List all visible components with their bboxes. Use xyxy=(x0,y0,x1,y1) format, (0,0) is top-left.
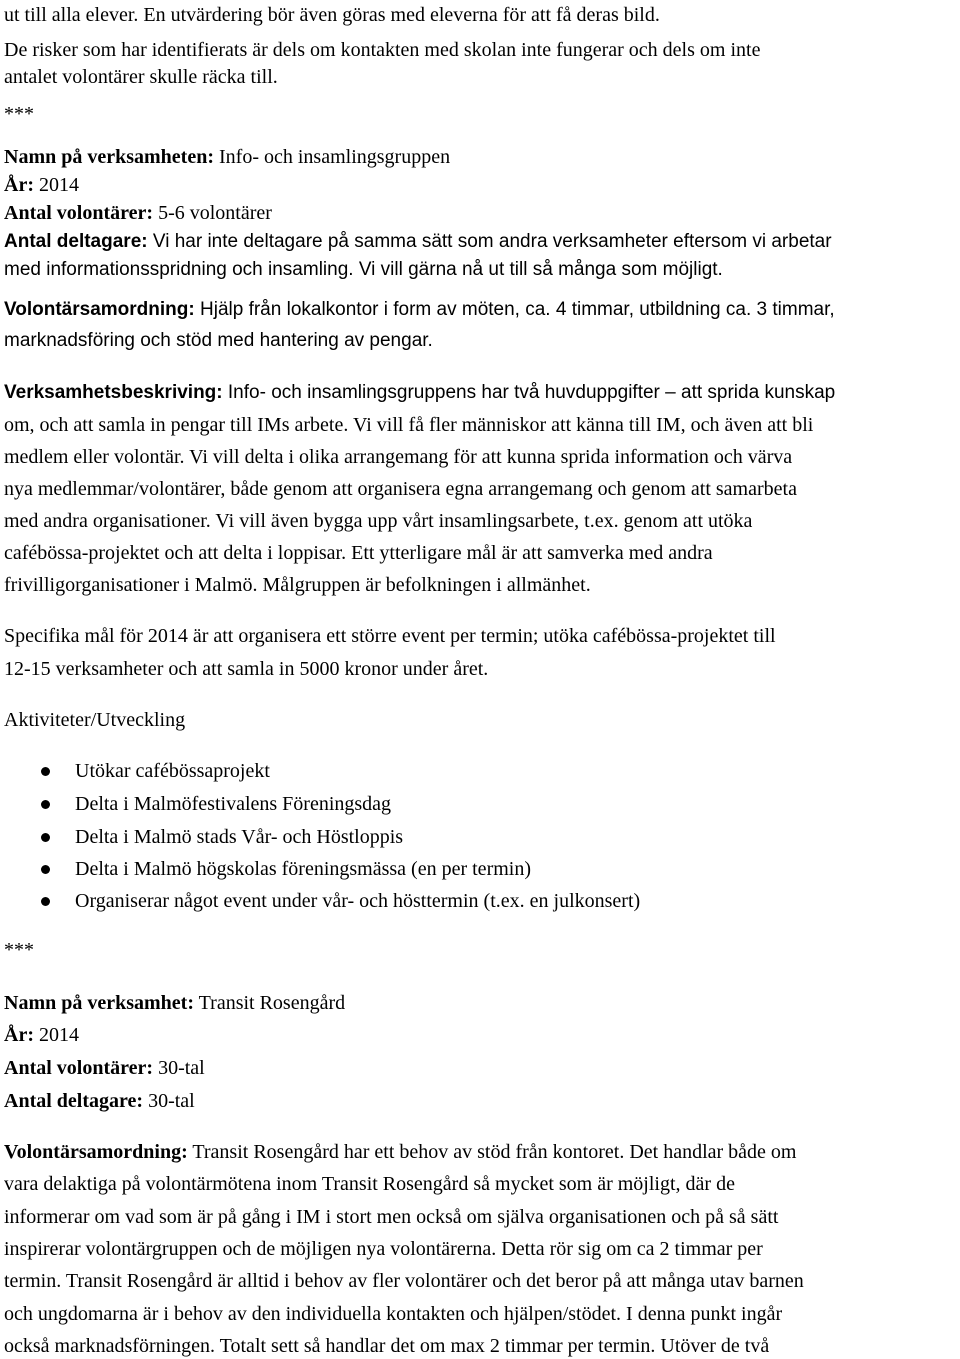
info-name-row xyxy=(4,144,450,170)
field-label: Volontärsamordning: xyxy=(4,299,195,320)
field-label: Namn på verksamhet: xyxy=(4,992,194,1014)
bullet-icon xyxy=(41,833,50,842)
transit-year-row xyxy=(4,1022,79,1048)
info-description-line-4: nya medlemmar/volontärer, både genom att organisera egna arrangemang och genom att samarbeta xyxy=(4,478,797,500)
field-label: Namn på verksamheten: xyxy=(4,146,214,168)
transit-coordination-line-4: inspirerar volontärgruppen och de möjligen nya volontärerna. Detta rör sig om ca 2 timmar per xyxy=(4,1238,763,1260)
info-goal-line-2: 12-15 verksamheter och att samla in 5000 kronor under året. xyxy=(4,658,489,680)
info-participants-line-2: med informationsspridning och insamling. Vi vill gärna nå ut till så många som möjligt. xyxy=(4,259,723,280)
field-value: Transit Rosengård har ett behov av stöd från kontoret. Det handlar både om xyxy=(187,1141,797,1163)
bullet-icon xyxy=(41,800,50,809)
section-separator: *** xyxy=(4,103,34,125)
field-label: Antal deltagare: xyxy=(4,231,148,252)
field-value: Vi har inte deltagare på samma sätt som andra verksamheter eftersom vi arbetar xyxy=(147,231,832,252)
info-coordination-row xyxy=(4,297,835,323)
transit-coordination-line-2: vara delaktiga på volontärmötena inom Transit Rosengård så mycket som är möjligt, där de xyxy=(4,1173,735,1195)
field-value: 30-tal xyxy=(143,1090,195,1112)
transit-coordination-line-5: termin. Transit Rosengård är alltid i behov av fler volontärer och det beror på att många utav barnen xyxy=(4,1270,804,1292)
transit-coordination-line-7: också marknadsförningen. Totalt sett så handlar det om max 2 timmar per termin. Utöver de två xyxy=(4,1335,770,1357)
transit-name-row xyxy=(4,990,345,1016)
transit-coordination-row xyxy=(4,1139,796,1165)
activities-heading: Aktiviteter/Utveckling xyxy=(4,709,186,731)
intro-line-1: ut till alla elever. En utvärdering bör även göras med eleverna för att få deras bild. xyxy=(4,4,660,26)
info-participants-row xyxy=(4,229,832,255)
transit-volunteers-row xyxy=(4,1055,205,1081)
info-year-row xyxy=(4,172,79,198)
field-label: Antal deltagare: xyxy=(4,1090,144,1112)
info-goal-line-1: Specifika mål för 2014 är att organisera ett större event per termin; utöka cafébössa-projektet till xyxy=(4,625,776,647)
field-value: 2014 xyxy=(33,174,79,196)
field-label: År: xyxy=(4,174,34,196)
bullet-icon xyxy=(41,865,50,874)
info-volunteers-row xyxy=(4,200,272,226)
field-label: År: xyxy=(4,1024,34,1046)
bullet-icon xyxy=(41,767,50,776)
field-label: Verksamhetsbeskriving: xyxy=(4,382,223,403)
intro-line-3: antalet volontärer skulle räcka till. xyxy=(4,66,278,88)
info-description-line-7: frivilligorganisationer i Malmö. Målgruppen är befolkningen i allmänhet. xyxy=(4,574,591,596)
field-label: Volontärsamordning: xyxy=(4,1141,188,1163)
section-separator: *** xyxy=(4,939,34,961)
field-value: Info- och insamlingsgruppen xyxy=(214,146,451,168)
info-coordination-line-2: marknadsföring och stöd med hantering av pengar. xyxy=(4,330,433,351)
transit-coordination-line-3: informerar om vad som är på gång i IM i stort men också om själva organisationen och på så sätt xyxy=(4,1206,779,1228)
transit-participants-row xyxy=(4,1088,195,1114)
info-description-line-3: medlem eller volontär. Vi vill delta i olika arrangemang för att kunna sprida information och värva xyxy=(4,446,793,468)
transit-coordination-line-6: och ungdomarna är i behov av den individuella kontakten och hjälpen/stödet. I denna punkt ingår xyxy=(4,1303,783,1325)
info-description-line-2: om, och att samla in pengar till IMs arbete. Vi vill få fler människor att känna till IM, och även att bli xyxy=(4,414,814,436)
field-label: Antal volontärer: xyxy=(4,1057,154,1079)
info-description-line-5: med andra organisationer. Vi vill även bygga upp vårt insamlingsarbete, t.ex. genom att utöka xyxy=(4,510,753,532)
field-value: Info- och insamlingsgruppens har två huvduppgifter – att sprida kunskap xyxy=(222,382,836,403)
field-value: Hjälp från lokalkontor i form av möten, ca. 4 timmar, utbildning ca. 3 timmar, xyxy=(194,299,835,320)
field-value: Transit Rosengård xyxy=(194,992,346,1014)
intro-line-2: De risker som har identifierats är dels om kontakten med skolan inte fungerar och dels om inte xyxy=(4,39,761,61)
field-value: 2014 xyxy=(33,1024,79,1046)
field-label: Antal volontärer: xyxy=(4,202,154,224)
info-description-line-6: cafébössa-projektet och att delta i loppisar. Ett ytterligare mål är att samverka med andra xyxy=(4,542,713,564)
info-description-row xyxy=(4,380,835,406)
bullet-icon xyxy=(41,897,50,906)
field-value: 30-tal xyxy=(153,1057,205,1079)
field-value: 5-6 volontärer xyxy=(153,202,272,224)
